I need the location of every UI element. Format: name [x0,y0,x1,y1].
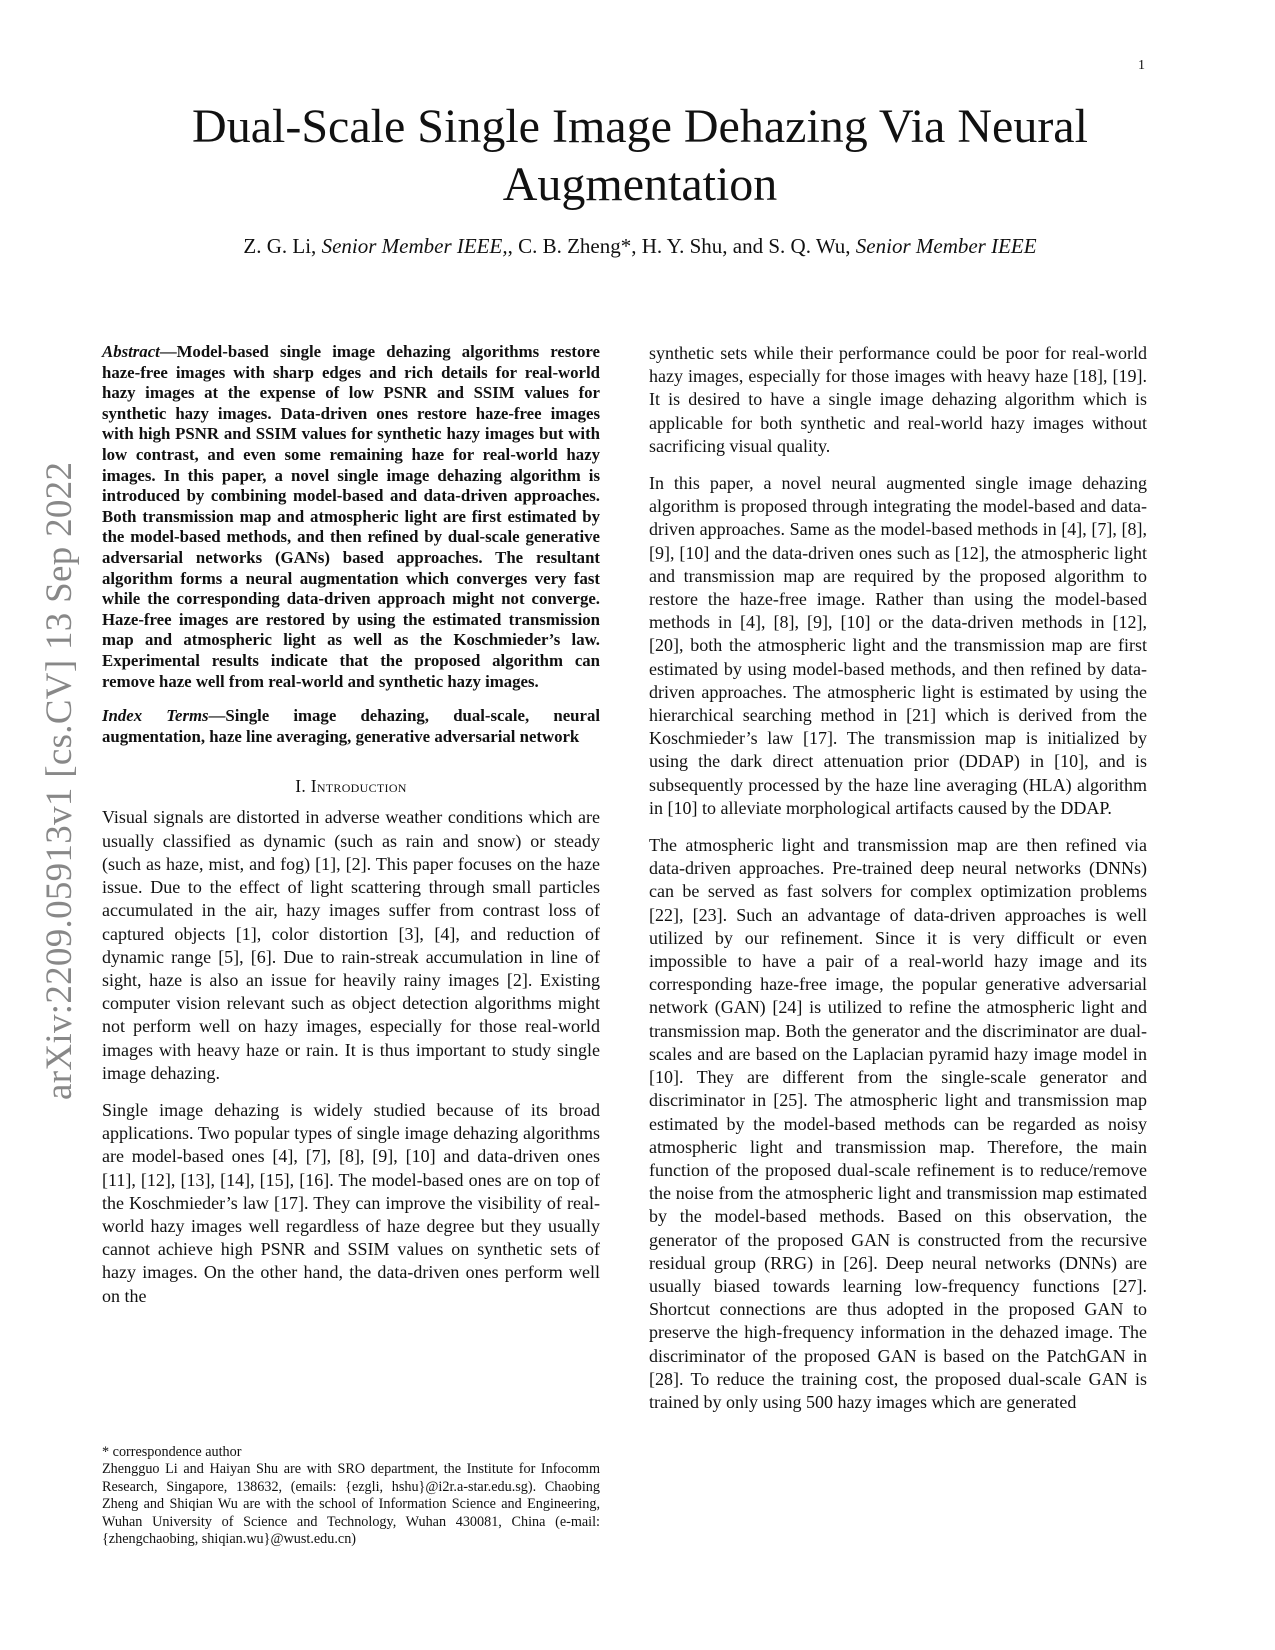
arxiv-identifier-stamp: arXiv:2209.05913v1 [cs.CV] 13 Sep 2022 [39,461,80,1100]
index-terms-label: Index Terms [102,706,209,726]
author-names-2: , C. B. Zheng*, H. Y. Shu, and S. Q. Wu, [507,234,856,258]
author-role-2: Senior Member IEEE [855,234,1037,258]
author-line [140,234,1140,259]
author-names-1: Z. G. Li, [243,234,322,258]
abstract-label: Abstract [102,342,160,361]
left-column [102,342,600,1322]
right-column [649,342,1147,1428]
abstract [102,342,600,692]
abstract-text: —Model-based single image dehazing algorithms restore haze-free images with sharp edges and rich details for real-world hazy images at the expense of low PSNR and SSIM values for synthetic hazy images. Data-driven ones restore haze-free images with high PSNR and SSIM values for synthetic hazy images but with low contrast, and even some remaining haze for real-world hazy images. In this paper, a novel single image dehazing algorithm is introduced by combining model-based and data-driven approaches. Both transmission map and atmospheric light are first estimated by the model-based methods, and then refined by dual-scale generative adversarial networks (GANs) based approaches. The resultant algorithm forms a neural augmentation which converges very fast while the corresponding data-driven approach might not converge. Haze-free images are restored by using the estimated transmission map and atmospheric light as well as the Koschmieder’s law. Experimental results indicate that the proposed algorithm can remove haze well from real-world and synthetic hazy images. [102,342,600,691]
paper-title: Dual-Scale Single Image Dehazing Via Neural Augmentation [192,100,1088,211]
footnote [102,1444,600,1548]
footnote-affiliations: Zhengguo Li and Haiyan Shu are with SRO department, the Institute for Infocomm Research, Singapore, 138632, (emails: {ezgli, hshu}@i2r.a-star.edu.sg). Chaobing Zheng and Shiqian Wu are with the school of Information Science and Engineering, Wuhan University of Science and Technology, Wuhan 430081, China (e-mail: {zhengchaobing, shiqian.wu}@wust.edu.cn) [102,1461,600,1548]
paragraph: Visual signals are distorted in adverse weather conditions which are usually classified as dynamic (such as rain and snow) or steady (such as haze, mist, and fog) [1], [2]. This paper focuses on the haze issue. Due to the effect of light scattering through small particles accumulated in the air, hazy images suffer from contrast loss of captured objects [1], color distortion [3], [4], and reduction of dynamic range [5], [6]. Due to rain-streak accumulation in line of sight, haze is also an issue for heavily rainy images [2]. Existing computer vision relevant such as object detection algorithms might not perform well on hazy images, especially for those real-world images with heavy haze or rain. It is thus important to study single image dehazing. [102,807,600,1083]
author-role-1: Senior Member IEEE, [321,234,508,258]
page-number: 1 [1138,58,1145,73]
paragraph: Single image dehazing is widely studied because of its broad applications. Two popular types of single image dehazing algorithms are model-based ones [4], [7], [8], [9], [10] and data-driven ones [11], [12], [13], [14], [15], [16]. The model-based ones are on top of the Koschmieder’s law [17]. They can improve the visibility of real-world hazy images well regardless of haze degree but they usually cannot achieve high PSNR and SSIM values on synthetic sets of hazy images. On the other hand, the data-driven ones perform well on the [102,1099,600,1306]
index-terms-text: —Single image dehazing, dual-scale, neural augmentation, haze line averaging, generative adversarial network [102,706,600,746]
footnote-correspondence: * correspondence author [102,1444,242,1460]
section-heading [102,775,600,798]
paragraph: In this paper, a novel neural augmented single image dehazing algorithm is proposed through integrating the model-based and data-driven approaches. Same as the model-based methods in [4], [7], [8], [9], [10] and the data-driven ones such as [12], the atmospheric light and transmission map are required by the proposed algorithm to restore the haze-free image. Rather than using the model-based methods in [4], [8], [9], [10] or the data-driven methods in [12], [20], both the atmospheric light and the transmission map are first estimated by using model-based methods, and then refined by data-driven approaches. The atmospheric light is estimated by using the hierarchical searching method in [21] which is derived from the Koschmieder’s law [17]. The transmission map is initialized by using the dark direct attenuation prior (DDAP) in [10], and is subsequently processed by the haze line averaging (HLA) algorithm in [10] to alleviate morphological artifacts caused by the DDAP. [649,473,1147,818]
section-number: I. [295,776,311,797]
index-terms [102,706,600,747]
paragraph: The atmospheric light and transmission map are then refined via data-driven approaches. Pre-trained deep neural networks (DNNs) can be served as fast solvers for complex optimization problems [22], [23]. Such an advantage of data-driven approaches is well utilized by our refinement. Since it is very difficult or even impossible to have a pair of a real-world hazy image and its corresponding haze-free image, the popular generative adversarial network (GAN) [24] is utilized to refine the atmospheric light and transmission map. Both the generator and the discriminator are dual-scales and are based on the Laplacian pyramid hazy image model in [10]. They are different from the single-scale generator and discriminator in [25]. The atmospheric light and transmission map estimated by the model-based methods can be regarded as noisy atmospheric light and transmission map. Therefore, the main function of the proposed dual-scale refinement is to reduce/remove the noise from the atmospheric light and transmission map estimated by the model-based methods. Based on this observation, the generator of the proposed GAN is constructed from the recursive residual group (RRG) in [26]. Deep neural networks (DNNs) are usually biased towards learning low-frequency functions [27]. Shortcut connections are thus adopted in the proposed GAN to preserve the high-frequency information in the dehazed image. The discriminator of the proposed GAN is based on the PatchGAN in [28]. To reduce the training cost, the proposed dual-scale GAN is trained by only using 500 hazy images which are generated [649,835,1147,1412]
paragraph: synthetic sets while their performance could be poor for real-world hazy images, especially for those images with heavy haze [18], [19]. It is desired to have a single image dehazing algorithm which is applicable for both synthetic and real-world hazy images without sacrificing visual quality. [649,343,1147,456]
section-title: Introduction [310,776,407,797]
